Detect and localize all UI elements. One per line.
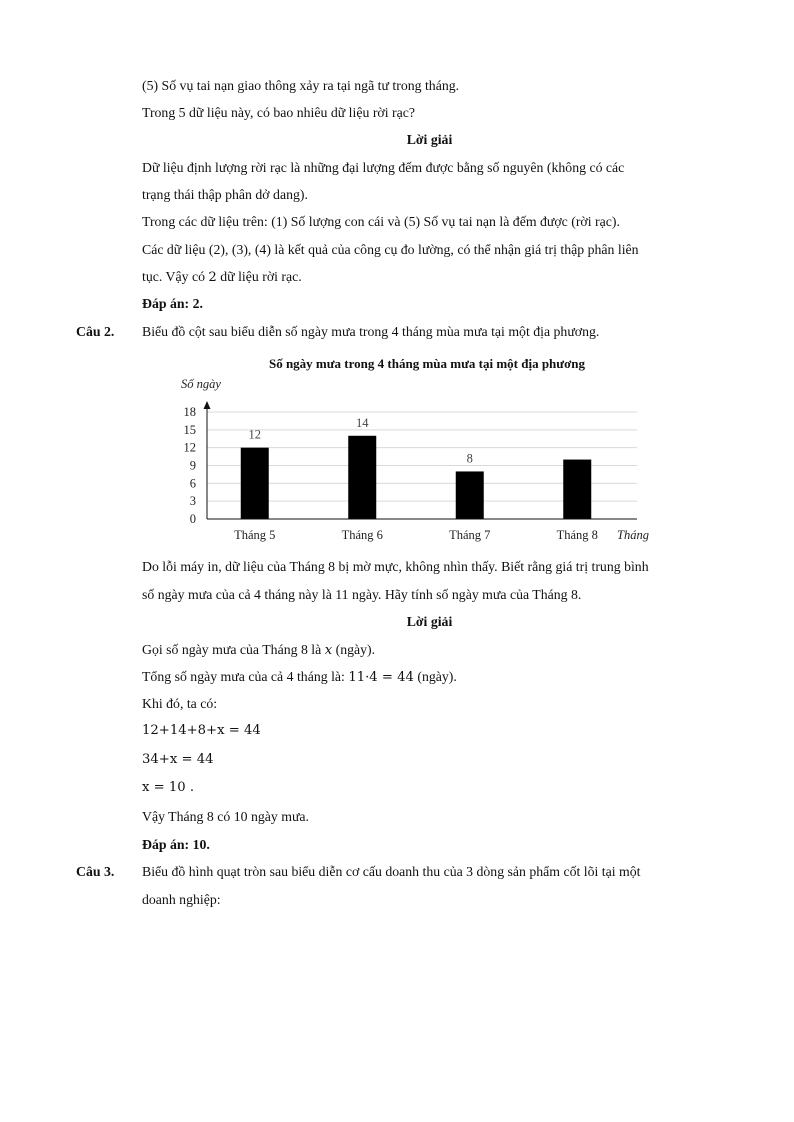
bars xyxy=(241,436,592,519)
solution-2-line-1-suffix: (ngày). xyxy=(335,642,376,657)
y-tick-label: 9 xyxy=(189,458,196,473)
solution-1-line-5-suffix: dữ liệu rời rạc. xyxy=(220,269,302,284)
solution-heading-2: Lời giải xyxy=(406,614,453,629)
solution-1-line-4: Các dữ liệu (2), (3), (4) là kết quả của công cụ đo lường, có thể nhận giá trị thập phân liên xyxy=(142,242,639,257)
bar-tháng-6 xyxy=(348,436,376,519)
solution-2-line-1-prefix: Gọi số ngày mưa của Tháng 8 là xyxy=(142,642,322,657)
x-tick-label: Tháng 8 xyxy=(556,528,598,542)
solution-2-line-2 xyxy=(142,668,717,687)
question-3-label: Câu 3. xyxy=(76,864,115,879)
equation-1: 12+14+8+x = 44 xyxy=(142,723,261,738)
question-2-label: Câu 2. xyxy=(76,324,115,339)
y-tick-label: 15 xyxy=(183,422,196,437)
solution-1-line-1: Dữ liệu định lượng rời rạc là những đại lượng đếm được bằng số nguyên (không có các xyxy=(142,160,625,175)
x-tick-label: Tháng 6 xyxy=(341,528,383,542)
data-label: 12 xyxy=(248,427,261,442)
solution-2-line-1 xyxy=(142,641,717,660)
rain-days-bar-chart xyxy=(165,350,665,550)
answer-1: Đáp án: 2. xyxy=(142,296,203,311)
solution-2-line-2-math: 11·4 = 44 xyxy=(348,670,414,685)
y-tick-label: 0 xyxy=(189,512,196,526)
question-2-after-2: số ngày mưa của cả 4 tháng này là 11 ngày. Hãy tính số ngày mưa của Tháng 8. xyxy=(142,587,582,602)
solution-1-line-2: trạng thái thập phân dở dang). xyxy=(142,187,308,202)
y-tick-labels xyxy=(184,405,197,526)
question-3-line-2: doanh nghiệp: xyxy=(142,892,221,907)
solution-2-line-2-suffix: (ngày). xyxy=(417,669,457,684)
x-tick-label: Tháng 5 xyxy=(234,528,276,542)
chart-title: Số ngày mưa trong 4 tháng mùa mưa tại một địa phương xyxy=(268,356,586,371)
question-1-prompt: Trong 5 dữ liệu này, có bao nhiêu dữ liệu rời rạc? xyxy=(142,105,415,120)
x-tick-labels xyxy=(234,528,598,542)
x-tick-label: Tháng 7 xyxy=(449,528,491,542)
solution-1-line-3: Trong các dữ liệu trên: (1) Số lượng con cái và (5) Số vụ tai nạn là đếm được (rời rạc). xyxy=(142,214,620,229)
solution-heading-1: Lời giải xyxy=(406,132,453,147)
bar-tháng-7 xyxy=(456,471,484,519)
y-tick-label: 6 xyxy=(189,476,196,491)
solution-1-line-5 xyxy=(142,268,717,287)
y-tick-label: 3 xyxy=(189,494,196,509)
question-2-text: Biểu đồ cột sau biểu diễn số ngày mưa trong 4 tháng mùa mưa tại một địa phương. xyxy=(142,324,600,339)
bar-tháng-5 xyxy=(241,448,269,519)
solution-2-conclusion: Vậy Tháng 8 có 10 ngày mưa. xyxy=(142,809,309,824)
answer-2: Đáp án: 10. xyxy=(142,837,210,852)
question-2-after-1: Do lỗi máy in, dữ liệu của Tháng 8 bị mờ mực, không nhìn thấy. Biết rằng giá trị trung bình xyxy=(142,559,649,574)
data-label: 14 xyxy=(356,415,369,430)
x-axis-label: Tháng xyxy=(617,528,649,542)
question-1-item-5: (5) Số vụ tai nạn giao thông xảy ra tại ngã tư trong tháng. xyxy=(142,78,460,93)
solution-1-line-5-prefix: tục. Vậy có xyxy=(142,269,205,284)
question-3-line-1: Biểu đồ hình quạt tròn sau biểu diễn cơ cấu doanh thu của 3 dòng sản phẩm cốt lõi tại một xyxy=(142,864,641,879)
variable-x: x xyxy=(324,643,333,658)
bar-tháng-8 xyxy=(563,460,591,519)
solution-1-line-5-number: 2 xyxy=(208,270,217,285)
y-tick-label: 12 xyxy=(183,440,196,455)
y-axis-label: Số ngày xyxy=(181,377,221,391)
y-axis-arrow xyxy=(204,401,211,409)
equation-3: x = 10 . xyxy=(142,780,195,795)
equation-2: 34+x = 44 xyxy=(142,752,214,767)
solution-2-line-3: Khi đó, ta có: xyxy=(142,696,218,711)
solution-2-line-2-prefix: Tổng số ngày mưa của cả 4 tháng là: xyxy=(142,669,345,684)
y-tick-label: 18 xyxy=(183,405,196,419)
data-label: 8 xyxy=(466,451,473,466)
